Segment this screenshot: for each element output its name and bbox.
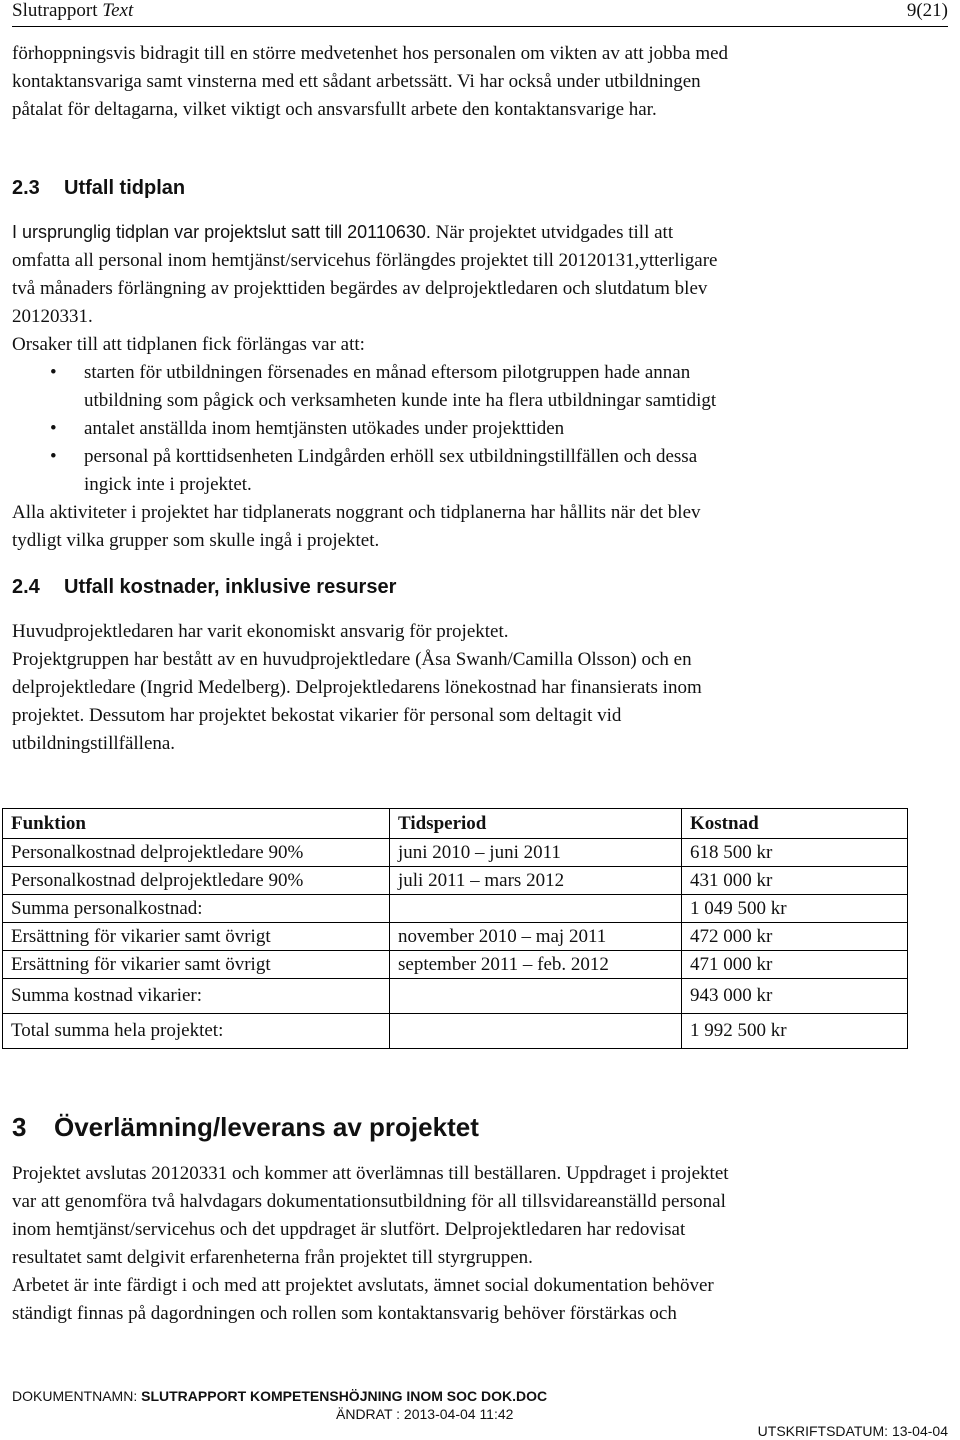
cost-table — [2, 808, 908, 1049]
table-cell: 943 000 kr — [682, 979, 908, 1014]
table-row — [3, 923, 908, 951]
section-2-4-body — [12, 618, 948, 758]
column-header: Funktion — [3, 809, 390, 839]
text-line: Huvudprojektledaren har varit ekonomiskt ansvarig för projektet. — [12, 621, 509, 642]
table-row — [3, 1014, 908, 1049]
table-cell: november 2010 – maj 2011 — [390, 923, 682, 951]
section-heading-2-4: 2.4 Utfall kostnader, inklusive resurser — [12, 576, 397, 598]
text-line: två månaders förlängning av projekttiden begärdes av delprojektledaren och slutdatum blev — [12, 278, 708, 299]
table-row — [3, 979, 908, 1014]
section-2-3-body — [12, 218, 948, 555]
table-cell: 618 500 kr — [682, 839, 908, 867]
footer-print-date: UTSKRIFTSDATUM: 13-04-04 — [757, 1423, 948, 1439]
table-cell: 1 049 500 kr — [682, 895, 908, 923]
footer-changed-date: ÄNDRAT : 2013-04-04 11:42 — [336, 1406, 514, 1422]
text-line: utbildningstillfällena. — [12, 733, 176, 754]
table-cell: september 2011 – feb. 2012 — [390, 951, 682, 979]
table-row — [3, 951, 908, 979]
table-cell: juli 2011 – mars 2012 — [390, 867, 682, 895]
text-line: omfatta all personal inom hemtjänst/servicehus förlängdes projektet till 20120131,ytterligare — [12, 250, 718, 271]
text-line: I ursprunglig tidplan var projektslut satt till 20110630. När projektet utvidgades till att — [12, 222, 674, 243]
text-line: påtalat för deltagarna, vilket viktigt och ansvarsfullt arbete den kontaktansvarige har. — [12, 99, 657, 120]
text-line: delprojektledare (Ingrid Medelberg). Delprojektledarens lönekostnad har finansierats inom — [12, 677, 702, 698]
table-row — [3, 895, 908, 923]
page-footer — [12, 1383, 948, 1440]
text-line: projektet. Dessutom har projektet bekostat vikarier för personal som deltagit vid — [12, 705, 622, 726]
list-item: • personal på korttidsenheten Lindgården erhöll sex utbildningstillfällen och dessa ingick inte i projektet. — [12, 443, 948, 499]
text-line: 20120331. — [12, 306, 93, 327]
text-line: inom hemtjänst/servicehus och det uppdraget är slutfört. Delprojektledaren har redovisat — [12, 1219, 686, 1240]
text-line: Alla aktiviteter i projektet har tidplanerats noggrant och tidplanerna har hållits när det blev — [12, 502, 701, 523]
text-line: förhoppningsvis bidragit till en större medvetenhet hos personalen om vikten av att jobba med — [12, 43, 729, 64]
text-line: var att genomföra två halvdagars dokumentationsutbildning för all tillsvidareanställd personal — [12, 1191, 726, 1212]
text-line: ständigt finnas på dagordningen och rollen som kontaktansvarig behöver förstärkas och — [12, 1303, 677, 1324]
table-row — [3, 839, 908, 867]
footer-document-name: DOKUMENTNAMN: SLUTRAPPORT KOMPETENSHÖJNING INOM SOC DOK.DOC — [12, 1388, 548, 1404]
header-title: Slutrapport Text — [12, 0, 134, 21]
list-item: • starten för utbildningen försenades en månad eftersom pilotgruppen hade annan utbildning som pågick och verksamheten kunde inte ha flera utbildningar samtidigt — [12, 359, 948, 415]
table-cell: Total summa hela projektet: — [3, 1014, 390, 1049]
text-line: Arbetet är inte färdigt i och med att projektet avslutats, ämnet social dokumentation behöver — [12, 1275, 714, 1296]
table-cell: Personalkostnad delprojektledare 90% — [3, 867, 390, 895]
list-item: • antalet anställda inom hemtjänsten utökades under projekttiden — [12, 415, 948, 443]
table-header-row — [3, 809, 908, 839]
table-cell — [390, 979, 682, 1014]
table-cell: Ersättning för vikarier samt övrigt — [3, 951, 390, 979]
column-header: Tidsperiod — [390, 809, 682, 839]
page-header — [12, 0, 948, 27]
table-row — [3, 867, 908, 895]
section-heading-2-3: 2.3 Utfall tidplan — [12, 177, 186, 199]
text-line: kontaktansvariga samt vinsterna med ett sådant arbetssätt. Vi har också under utbildningen — [12, 71, 701, 92]
section-heading-3: 3 Överlämning/leverans av projektet — [12, 1112, 479, 1142]
table-cell: 472 000 kr — [682, 923, 908, 951]
table-cell — [390, 1014, 682, 1049]
reasons-intro: Orsaker till att tidplanen fick förlängas var att: — [12, 334, 365, 355]
section-3-body — [12, 1160, 948, 1328]
table-cell: Summa personalkostnad: — [3, 895, 390, 923]
table-cell: Summa kostnad vikarier: — [3, 979, 390, 1014]
intro-paragraph — [12, 40, 948, 124]
table-cell: Ersättning för vikarier samt övrigt — [3, 923, 390, 951]
text-line: Projektgruppen har bestått av en huvudprojektledare (Åsa Swanh/Camilla Olsson) och en — [12, 649, 692, 670]
table-cell: 1 992 500 kr — [682, 1014, 908, 1049]
column-header: Kostnad — [682, 809, 908, 839]
page-number: 9(21) — [906, 0, 948, 21]
table-cell: Personalkostnad delprojektledare 90% — [3, 839, 390, 867]
reasons-list — [12, 359, 948, 499]
table-cell: 471 000 kr — [682, 951, 908, 979]
text-line: Projektet avslutas 20120331 och kommer att överlämnas till beställaren. Uppdraget i projektet — [12, 1163, 729, 1184]
table-cell — [390, 895, 682, 923]
text-line: tydligt vilka grupper som skulle ingå i projektet. — [12, 530, 380, 551]
text-line: resultatet samt delgivit erfarenheterna från projektet till styrgruppen. — [12, 1247, 533, 1268]
table-cell: juni 2010 – juni 2011 — [390, 839, 682, 867]
table-cell: 431 000 kr — [682, 867, 908, 895]
